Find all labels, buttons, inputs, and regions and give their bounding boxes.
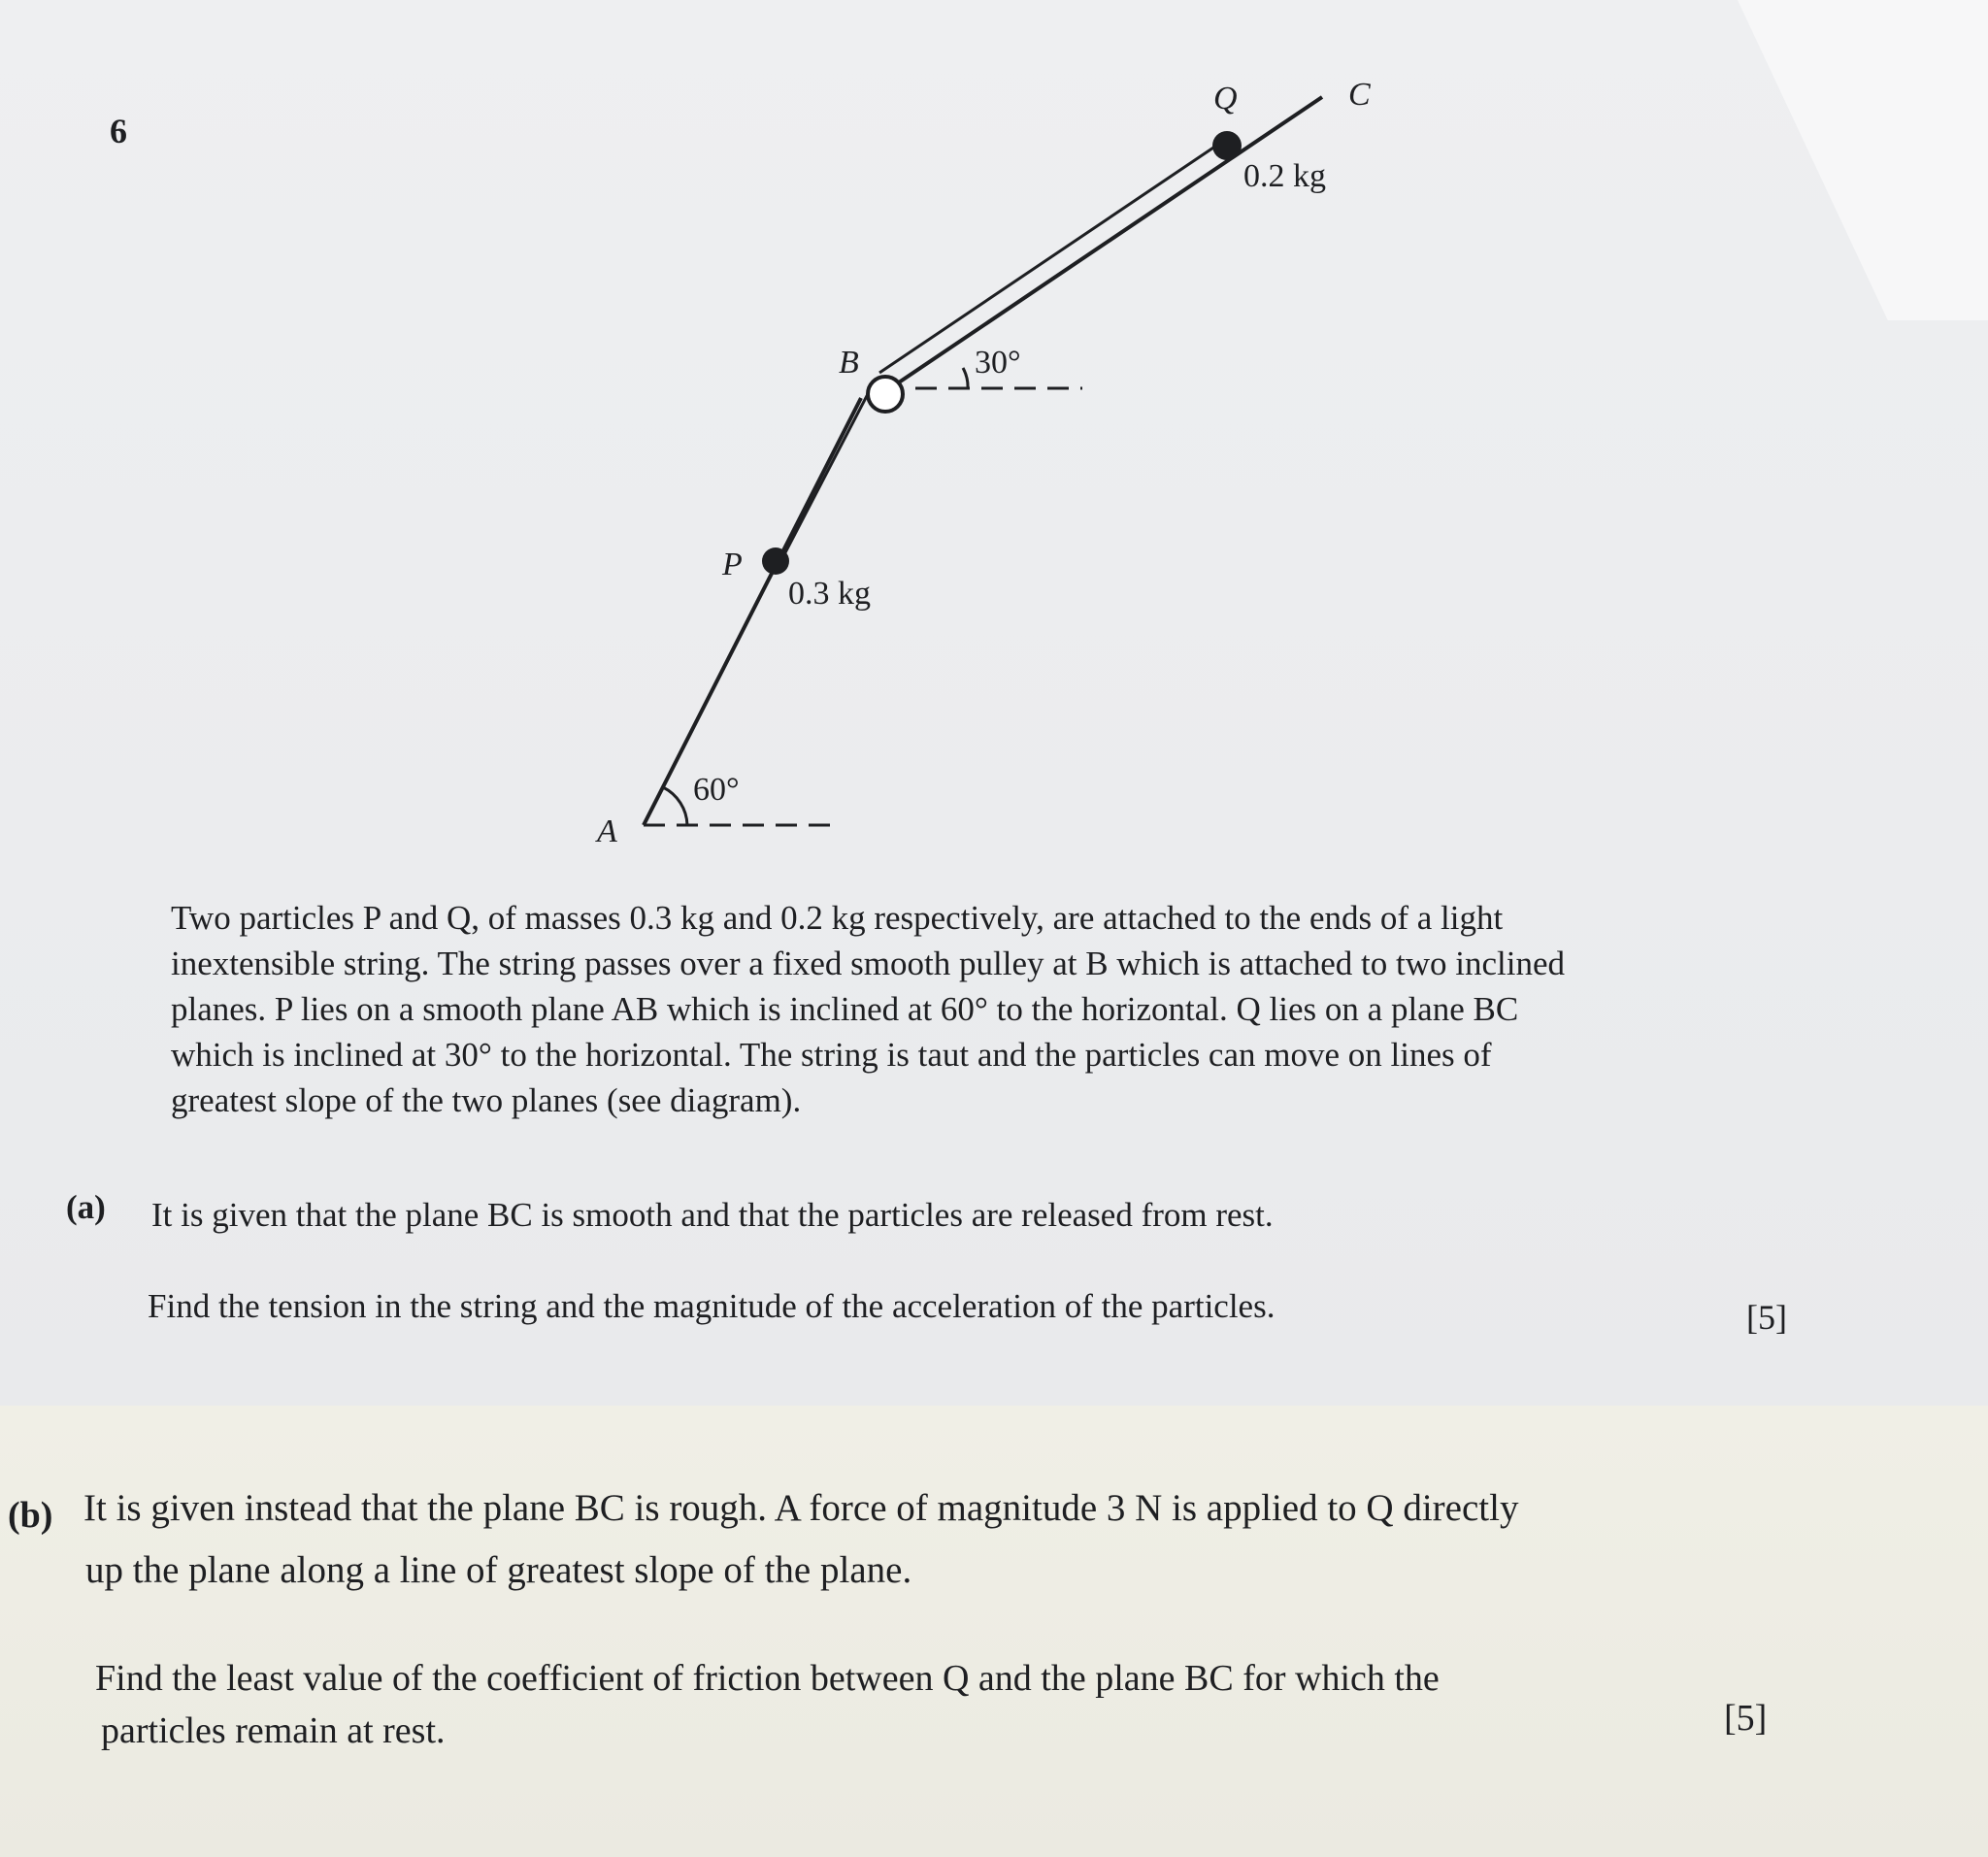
label-c: C bbox=[1348, 77, 1371, 113]
mass-q-label: 0.2 kg bbox=[1243, 158, 1326, 194]
angle-arc-a bbox=[663, 787, 687, 825]
question-number: 6 bbox=[110, 112, 127, 150]
particle-q bbox=[1212, 131, 1242, 160]
label-p: P bbox=[722, 547, 743, 582]
part-b-label: (b) bbox=[8, 1495, 53, 1536]
intro-line: Two particles P and Q, of masses 0.3 kg and 0.2 kg respectively, are attached to the ends of a light bbox=[171, 899, 1504, 937]
intro-line: planes. P lies on a smooth plane AB which is inclined at 60° to the horizontal. Q lies on a plane BC bbox=[171, 990, 1519, 1028]
paper-sheet-bottom bbox=[0, 1406, 1988, 1857]
part-b-marks: [5] bbox=[1724, 1698, 1768, 1739]
label-a: A bbox=[597, 813, 617, 849]
pulley-b bbox=[868, 377, 903, 412]
intro-line: greatest slope of the two planes (see diagram). bbox=[171, 1081, 802, 1119]
particle-p bbox=[762, 547, 789, 575]
plane-bc bbox=[893, 97, 1322, 386]
part-b-line3: Find the least value of the coefficient of friction between Q and the plane BC for which the bbox=[95, 1658, 1440, 1699]
part-b-line2: up the plane along a line of greatest slope of the plane. bbox=[85, 1549, 912, 1591]
string-bq bbox=[879, 140, 1225, 373]
mass-p-label: 0.3 kg bbox=[788, 576, 871, 612]
angle-a-label: 60° bbox=[693, 772, 740, 808]
part-a-label: (a) bbox=[66, 1188, 106, 1226]
plane-ab bbox=[644, 398, 861, 825]
part-a-marks: [5] bbox=[1746, 1298, 1787, 1337]
label-b: B bbox=[839, 345, 859, 381]
string-pb bbox=[782, 390, 870, 558]
intro-line: which is inclined at 30° to the horizontal. The string is taut and the particles can move on lines of bbox=[171, 1036, 1492, 1074]
part-b-line1: It is given instead that the plane BC is rough. A force of magnitude 3 N is applied to Q directly bbox=[83, 1487, 1519, 1529]
angle-b-label: 30° bbox=[975, 345, 1021, 381]
part-a-line2: Find the tension in the string and the magnitude of the acceleration of the particles. bbox=[148, 1287, 1276, 1325]
question-intro bbox=[171, 895, 1826, 1123]
angle-arc-b bbox=[963, 368, 968, 388]
label-q: Q bbox=[1213, 81, 1238, 116]
inclined-planes-diagram bbox=[0, 0, 1988, 874]
intro-line: inextensible string. The string passes over a fixed smooth pulley at B which is attached to two inclined bbox=[171, 945, 1566, 982]
part-a-line1: It is given that the plane BC is smooth and that the particles are released from rest. bbox=[151, 1196, 1274, 1234]
part-b-line4: particles remain at rest. bbox=[101, 1710, 446, 1751]
